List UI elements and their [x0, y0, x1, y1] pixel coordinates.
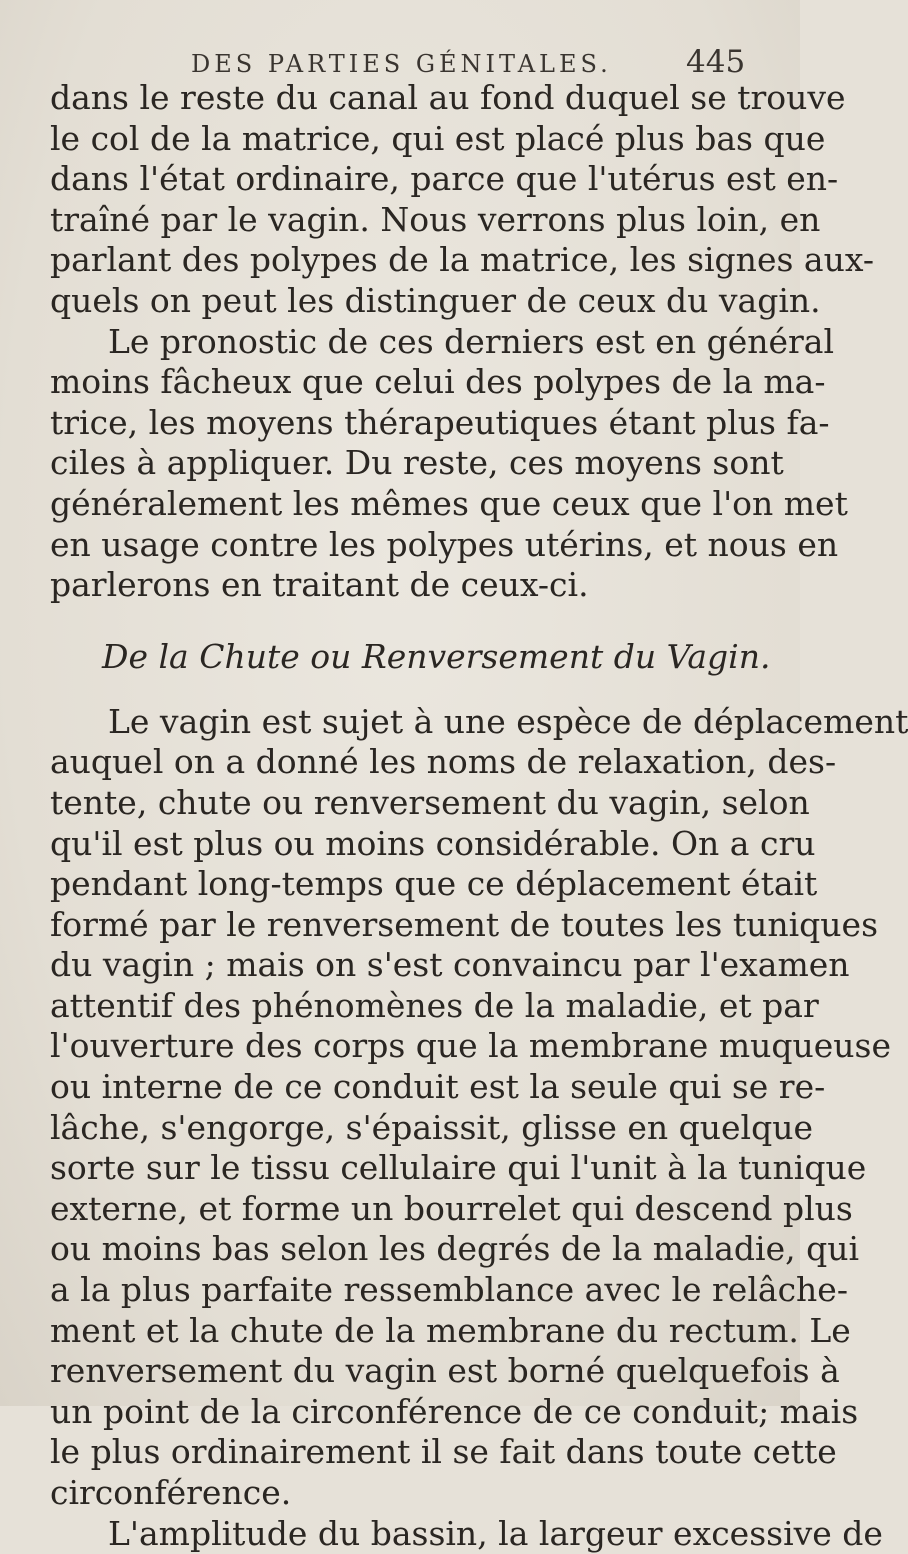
page-number: 445 — [686, 44, 746, 80]
text-line: renversement du vagin est borné quelquefois à — [50, 1351, 840, 1391]
text-line: a la plus parfaite ressemblance avec le relâche- — [50, 1270, 848, 1310]
text-line: traîné par le vagin. Nous verrons plus loin, en — [50, 199, 821, 239]
text-line: quels on peut les distinguer de ceux du vagin. — [50, 280, 821, 320]
text-line: ou moins bas selon les degrés de la maladie, qui — [50, 1229, 860, 1269]
text-line: dans le reste du canal au fond duquel se trouve — [50, 78, 846, 117]
text-line: moins fâcheux que celui des polypes de la ma- — [50, 362, 826, 402]
text-line: l'ouverture des corps que la membrane muqueuse — [50, 1026, 892, 1066]
paragraph-3 — [50, 701, 908, 1514]
section-heading: De la Chute ou Renversement du Vagin. — [102, 636, 771, 676]
paragraph-4 — [50, 1513, 883, 1554]
text-line: Le pronostic de ces derniers est en général — [108, 321, 835, 361]
running-title: DES PARTIES GÉNITALES. — [191, 50, 612, 78]
text-line: du vagin ; mais on s'est convaincu par l'examen — [50, 945, 850, 985]
text-line: L'amplitude du bassin, la largeur excessive de — [108, 1513, 883, 1553]
text-line: trice, les moyens thérapeutiques étant plus fa- — [50, 402, 830, 442]
text-line: parlant des polypes de la matrice, les signes aux- — [50, 240, 875, 280]
text-line: formé par le renversement de toutes les tuniques — [50, 904, 879, 944]
text-line: ciles à appliquer. Du reste, ces moyens sont — [50, 443, 784, 483]
text-line: en usage contre les polypes utérins, et nous en — [50, 524, 839, 564]
text-line: un point de la circonférence de ce conduit; mais — [50, 1391, 859, 1431]
text-line: sorte sur le tissu cellulaire qui l'unit à la tunique — [50, 1148, 867, 1188]
text-line: tente, chute ou renversement du vagin, selon — [50, 782, 810, 822]
text-line: externe, et forme un bourrelet qui descend plus — [50, 1188, 853, 1228]
text-line: attentif des phénomènes de la maladie, et par — [50, 985, 819, 1025]
paragraph-1 — [50, 78, 875, 322]
text-line: dans l'état ordinaire, parce que l'utérus est en- — [50, 159, 839, 199]
text-line: parlerons en traitant de ceux-ci. — [50, 565, 589, 605]
text-line: Le vagin est sujet à une espèce de déplacement — [108, 701, 908, 741]
text-line: pendant long-temps que ce déplacement était — [50, 864, 818, 904]
section-spacer — [50, 606, 780, 632]
text-line: circonférence. — [50, 1473, 292, 1512]
text-line: qu'il est plus ou moins considérable. On a cru — [50, 823, 816, 863]
text-line: le plus ordinairement il se fait dans toute cette — [50, 1432, 837, 1472]
text-line: auquel on a donné les noms de relaxation, des- — [50, 742, 837, 782]
text-line: ment et la chute de la membrane du rectum. Le — [50, 1310, 851, 1350]
paragraph-2 — [50, 321, 848, 606]
text-line: ou interne de ce conduit est la seule qui se re- — [50, 1067, 826, 1107]
text-line: le col de la matrice, qui est placé plus bas que — [50, 118, 826, 158]
body-text — [50, 78, 908, 1554]
text-line: généralement les mêmes que ceux que l'on met — [50, 483, 848, 523]
section-spacer — [50, 682, 780, 702]
text-line: lâche, s'engorge, s'épaissit, glisse en quelque — [50, 1107, 813, 1147]
